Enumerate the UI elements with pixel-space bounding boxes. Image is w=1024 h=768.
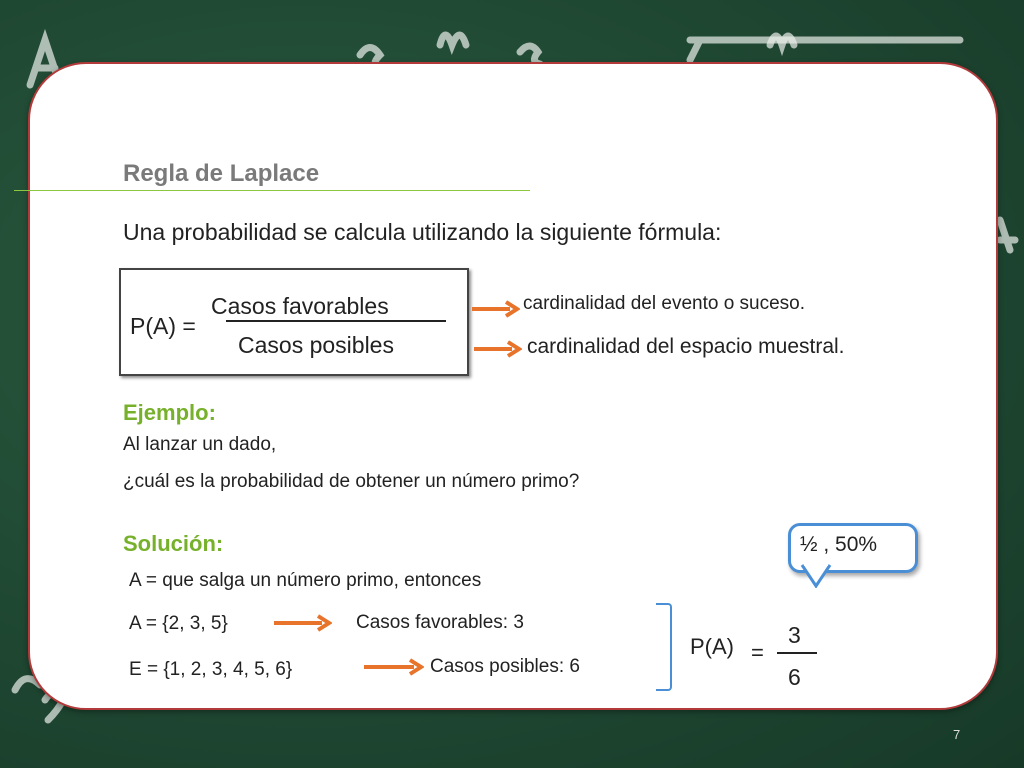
result-denominator: 6: [788, 664, 801, 690]
result-fraction-bar: [777, 652, 817, 654]
formula-denominator: Casos posibles: [238, 332, 394, 358]
possible-cases: Casos posibles: 6: [430, 656, 580, 677]
example-heading: Ejemplo:: [123, 400, 216, 425]
formula-lhs: P(A) =: [130, 313, 196, 339]
solution-heading: Solución:: [123, 531, 224, 556]
slide-title: Regla de Laplace: [123, 160, 320, 187]
fraction-bar: [226, 320, 446, 322]
favorable-cases: Casos favorables: 3: [356, 612, 524, 633]
result-equals: =: [751, 640, 764, 665]
numerator-note: cardinalidad del evento o suceso.: [523, 293, 806, 314]
arrow-right-icon: [272, 614, 332, 632]
arrow-right-icon: [472, 340, 522, 358]
example-line-2: ¿cuál es la probabilidad de obtener un número primo?: [123, 471, 580, 492]
set-a: A = {2, 3, 5}: [129, 613, 228, 634]
result-lhs: P(A): [690, 634, 734, 659]
solution-line-1: A = que salga un número primo, entonces: [129, 570, 482, 591]
page-number: 7: [953, 727, 961, 742]
denominator-note: cardinalidad del espacio muestral.: [527, 335, 845, 358]
arrow-right-icon: [470, 300, 520, 318]
result-numerator: 3: [788, 622, 801, 648]
brace-icon: [656, 603, 672, 691]
set-e: E = {1, 2, 3, 4, 5, 6}: [129, 659, 293, 680]
arrow-right-icon: [362, 658, 424, 676]
title-underline: [14, 190, 530, 191]
intro-text: Una probabilidad se calcula utilizando la siguiente fórmula:: [123, 219, 722, 245]
answer-callout: ½ , 50%: [800, 533, 878, 556]
formula-numerator: Casos favorables: [211, 293, 389, 319]
example-line-1: Al lanzar un dado,: [123, 434, 277, 455]
speech-bubble-tail: [800, 562, 840, 588]
